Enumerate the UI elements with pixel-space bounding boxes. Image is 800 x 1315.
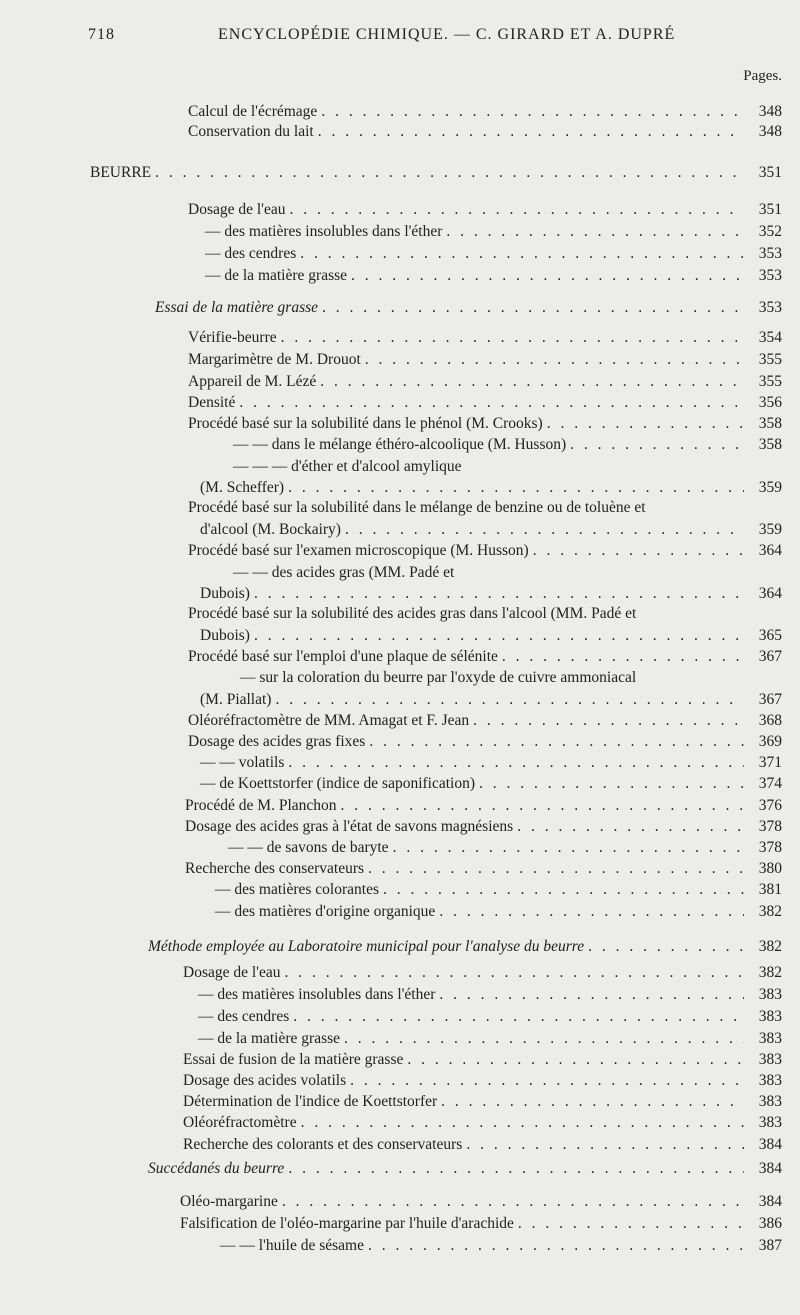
toc-page-number: 348 [758, 103, 782, 120]
toc-entry-text: Dosage des acides volatils [183, 1072, 347, 1089]
toc-entry [220, 1236, 782, 1256]
toc-entry [188, 102, 782, 122]
toc-entry-text: — des matières d'origine organique [215, 903, 436, 920]
toc-entry [188, 647, 782, 667]
toc-entry [233, 563, 454, 583]
toc-entry-text: Dosage de l'eau [183, 964, 281, 981]
dot-leader [351, 266, 744, 286]
toc-section-heading [148, 1159, 782, 1179]
toc-page-number: 353 [758, 245, 782, 262]
toc-entry-text: Dosage des acides gras fixes [188, 733, 366, 750]
toc-entry [188, 498, 646, 518]
dot-leader [289, 200, 744, 220]
toc-entry-text: Essai de la matière grasse [155, 299, 319, 316]
dot-leader [293, 1007, 744, 1027]
toc-entry [200, 626, 782, 646]
toc-entry [183, 1071, 782, 1091]
toc-section-heading [148, 937, 782, 957]
dot-leader [533, 541, 744, 561]
toc-entry-text: Recherche des conservateurs [185, 860, 365, 877]
toc-page-number: 383 [758, 1030, 782, 1047]
toc-entry [188, 711, 782, 731]
toc-entry-text: (M. Scheffer) [200, 479, 285, 496]
toc-page-number: 358 [758, 415, 782, 432]
toc-section-heading [155, 298, 782, 318]
dot-leader [318, 122, 744, 142]
toc-entry-text: Oléo-margarine [180, 1193, 278, 1210]
toc-entry-text: Dosage des acides gras à l'état de savons magnésiens [185, 818, 514, 835]
toc-page-number: 354 [758, 329, 782, 346]
toc-entry [205, 266, 782, 286]
toc-entry-text: Densité [188, 394, 236, 411]
dot-leader [547, 414, 744, 434]
page-number: 718 [88, 26, 115, 43]
dot-leader [288, 478, 744, 498]
toc-entry-text: Détermination de l'indice de Koettstorfer [183, 1093, 438, 1110]
toc-entry-text: — sur la coloration du beurre par l'oxyde de cuivre ammoniacal [240, 669, 637, 686]
toc-page-number: 359 [758, 521, 782, 538]
dot-leader [439, 985, 744, 1005]
dot-leader [466, 1135, 744, 1155]
toc-entry [180, 1192, 782, 1212]
toc-entry-text: — de la matière grasse [205, 267, 348, 284]
toc-entry [188, 350, 782, 370]
toc-page-number: 367 [758, 691, 782, 708]
toc-page-number: 359 [758, 479, 782, 496]
toc-entry-text: Falsification de l'oléo-margarine par l'huile d'arachide [180, 1215, 514, 1232]
dot-leader [321, 102, 744, 122]
dot-leader [254, 626, 744, 646]
toc-entry [205, 244, 782, 264]
toc-page-number: 381 [758, 881, 782, 898]
dot-leader [570, 435, 744, 455]
toc-page-number: 355 [758, 351, 782, 368]
toc-entry-text: Recherche des colorants et des conservateurs [183, 1136, 463, 1153]
toc-page-number: 364 [758, 542, 782, 559]
dot-leader [275, 690, 744, 710]
toc-page-number: 358 [758, 436, 782, 453]
toc-page-number: 383 [758, 1093, 782, 1110]
running-title: ENCYCLOPÉDIE CHIMIQUE. — C. GIRARD ET A. DUPRÉ [218, 26, 676, 43]
toc-entry-text: — — de savons de baryte [228, 839, 389, 856]
toc-page-number: 384 [758, 1193, 782, 1210]
toc-page-number: 383 [758, 986, 782, 1003]
toc-entry-text: d'alcool (M. Bockairy) [200, 521, 341, 538]
toc-page-number: 383 [758, 1114, 782, 1131]
toc-entry-text: Appareil de M. Lézé [188, 373, 317, 390]
toc-entry [198, 985, 782, 1005]
toc-entry-text: Margarimètre de M. Drouot [188, 351, 361, 368]
toc-entry [215, 902, 782, 922]
toc-entry [188, 372, 782, 392]
dot-leader [301, 1113, 744, 1133]
toc-page-number: 378 [758, 839, 782, 856]
toc-entry [188, 414, 782, 434]
toc-page-number: 378 [758, 818, 782, 835]
toc-entry [215, 880, 782, 900]
dot-leader [300, 244, 744, 264]
toc-entry [198, 1029, 782, 1049]
toc-entry [185, 859, 782, 879]
toc-page-number: 353 [758, 299, 782, 316]
toc-entry-text: — des matières insolubles dans l'éther [205, 223, 443, 240]
toc-page-number: 382 [758, 964, 782, 981]
dot-leader [320, 372, 744, 392]
dot-leader [479, 774, 744, 794]
toc-page-number: 382 [758, 938, 782, 955]
toc-entry [188, 328, 782, 348]
toc-page-number: 384 [758, 1160, 782, 1177]
dot-leader [446, 222, 744, 242]
toc-page-number: 353 [758, 267, 782, 284]
dot-leader [368, 1236, 744, 1256]
toc-entry-text: (M. Piallat) [200, 691, 272, 708]
dot-leader [350, 1071, 744, 1091]
toc-entry [188, 122, 782, 142]
toc-entry-text: Calcul de l'écrémage [188, 103, 318, 120]
toc-page-number: 376 [758, 797, 782, 814]
toc-entry [188, 604, 636, 624]
toc-entry-text: Oléoréfractomètre [183, 1114, 297, 1131]
toc-entry-text: Procédé de M. Planchon [185, 797, 337, 814]
toc-entry-text: Succédanés du beurre [148, 1160, 285, 1177]
dot-leader [288, 753, 744, 773]
toc-entry-text: Procédé basé sur la solubilité des acides gras dans l'alcool (MM. Padé et [188, 605, 637, 622]
toc-entry [183, 1050, 782, 1070]
toc-entry-text: Dosage de l'eau [188, 201, 286, 218]
toc-page-number: 374 [758, 775, 782, 792]
toc-entry [200, 520, 782, 540]
dot-leader [345, 520, 744, 540]
toc-entry [233, 435, 782, 455]
toc-entry [183, 1135, 782, 1155]
toc-page-number: 382 [758, 903, 782, 920]
toc-entry-text: Vérifie-beurre [188, 329, 277, 346]
toc-entry-text: — des cendres [198, 1008, 290, 1025]
toc-entry-text: Procédé basé sur l'examen microscopique (M. Husson) [188, 542, 529, 559]
toc-entry-text: Procédé basé sur l'emploi d'une plaque de sélénite [188, 648, 498, 665]
toc-entry [183, 963, 782, 983]
toc-entry [188, 393, 782, 413]
dot-leader [588, 937, 744, 957]
toc-page-number: 367 [758, 648, 782, 665]
toc-entry-text: — — dans le mélange éthéro-alcoolique (M. Husson) [233, 436, 567, 453]
toc-page-number: 365 [758, 627, 782, 644]
dot-leader [322, 298, 744, 318]
toc-entry [200, 690, 782, 710]
toc-entry [233, 457, 462, 477]
toc-entry [185, 796, 782, 816]
toc-page-number: 371 [758, 754, 782, 771]
dot-leader [254, 584, 744, 604]
toc-entry-text: — de Koettstorfer (indice de saponification) [200, 775, 476, 792]
toc-entry-text: Dubois) [200, 627, 250, 644]
toc-entry [188, 541, 782, 561]
dot-leader [239, 393, 744, 413]
toc-entry [198, 1007, 782, 1027]
toc-entry-text: — — l'huile de sésame [220, 1237, 364, 1254]
toc-entry-text: — des cendres [205, 245, 297, 262]
dot-leader [284, 963, 744, 983]
toc-entry-text: Procédé basé sur la solubilité dans le mélange de benzine ou de toluène et [188, 499, 646, 516]
dot-leader [281, 328, 744, 348]
toc-entry [240, 668, 636, 688]
toc-entry-text: Oléoréfractomètre de MM. Amagat et F. Jean [188, 712, 470, 729]
toc-page-number: 351 [758, 164, 782, 181]
toc-entry [200, 774, 782, 794]
dot-leader [407, 1050, 744, 1070]
toc-entry-text: Dubois) [200, 585, 250, 602]
dot-leader [502, 647, 744, 667]
toc-entry [200, 753, 782, 773]
toc-entry [188, 200, 782, 220]
toc-page-number: 352 [758, 223, 782, 240]
toc-page-number: 356 [758, 394, 782, 411]
toc-entry [183, 1092, 782, 1112]
dot-leader [369, 732, 744, 752]
toc-page-number: 384 [758, 1136, 782, 1153]
dot-leader [282, 1192, 744, 1212]
toc-entry [188, 732, 782, 752]
toc-entry [205, 222, 782, 242]
toc-page-number: 368 [758, 712, 782, 729]
toc-page-number: 386 [758, 1215, 782, 1232]
toc-entry-text: Essai de fusion de la matière grasse [183, 1051, 404, 1068]
pages-column-label: Pages. [743, 68, 782, 84]
toc-page-number: 383 [758, 1072, 782, 1089]
toc-page-number: 364 [758, 585, 782, 602]
dot-leader [439, 902, 744, 922]
dot-leader [288, 1159, 744, 1179]
toc-page-number: 355 [758, 373, 782, 390]
toc-page-number: 369 [758, 733, 782, 750]
dot-leader [383, 880, 744, 900]
dot-leader [341, 796, 744, 816]
toc-page-number: 383 [758, 1051, 782, 1068]
toc-entry [185, 817, 782, 837]
toc-entry-text: Procédé basé sur la solubilité dans le phénol (M. Crooks) [188, 415, 543, 432]
dot-leader [155, 163, 744, 183]
toc-entry [183, 1113, 782, 1133]
toc-entry-text: — — — d'éther et d'alcool amylique [233, 458, 462, 475]
dot-leader [517, 817, 744, 837]
dot-leader [368, 859, 744, 879]
toc-entry [180, 1214, 782, 1234]
toc-entry-text: — — volatils [200, 754, 285, 771]
toc-page-number: 351 [758, 201, 782, 218]
toc-page-number: 387 [758, 1237, 782, 1254]
toc-entry [90, 163, 782, 183]
toc-entry-text: — de la matière grasse [198, 1030, 341, 1047]
dot-leader [365, 350, 744, 370]
toc-page-number: 380 [758, 860, 782, 877]
toc-entry-text: Méthode employée au Laboratoire municipal pour l'analyse du beurre [148, 938, 585, 955]
dot-leader [473, 711, 744, 731]
dot-leader [393, 838, 744, 858]
toc-entry-text: Conservation du lait [188, 123, 314, 140]
dot-leader [518, 1214, 744, 1234]
toc-entry-text: — des matières colorantes [215, 881, 379, 898]
dot-leader [344, 1029, 744, 1049]
toc-entry-text: — des matières insolubles dans l'éther [198, 986, 436, 1003]
dot-leader [441, 1092, 744, 1112]
toc-entry [200, 584, 782, 604]
toc-page-number: 383 [758, 1008, 782, 1025]
toc-page-number: 348 [758, 123, 782, 140]
toc-entry [200, 478, 782, 498]
toc-entry [228, 838, 782, 858]
toc-entry-text: — — des acides gras (MM. Padé et [233, 564, 455, 581]
toc-entry-text: BEURRE [90, 164, 152, 181]
